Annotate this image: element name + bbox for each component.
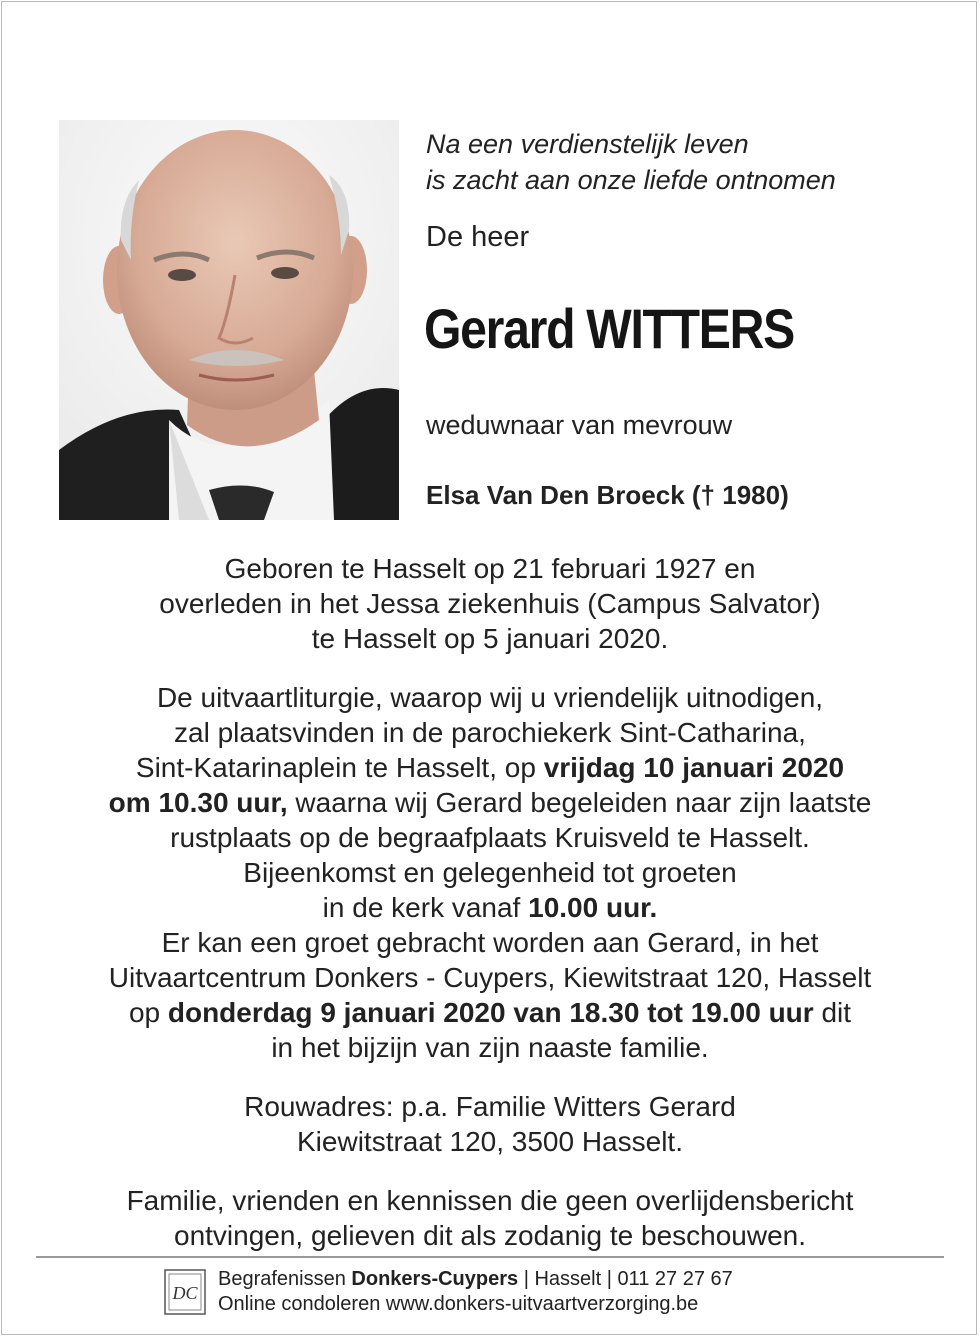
ceremony-paragraph <box>0 680 980 1065</box>
address-line-2: Kiewitstraat 120, 3500 Hasselt. <box>297 1126 683 1157</box>
ceremony-line-4-text: waarna wij Gerard begeleiden naar zijn laatste <box>287 787 872 818</box>
ceremony-line-7 <box>0 890 980 925</box>
ceremony-line-11: in het bijzijn van zijn naaste familie. <box>271 1032 709 1063</box>
spouse-name: Elsa Van Den Broeck († 1980) <box>426 480 789 510</box>
ceremony-line-1: De uitvaartliturgie, waarop wij u vriendelijk uitnodigen, <box>156 682 824 713</box>
ceremony-line-10-suffix: dit <box>813 997 852 1028</box>
address-line-1: Rouwadres: p.a. Familie Witters Gerard <box>244 1091 736 1122</box>
footer-line-1 <box>218 1267 733 1292</box>
birth-line-2: overleden in het Jessa ziekenhuis (Campus Salvator) <box>159 588 821 619</box>
ceremony-line-2: zal plaatsvinden in de parochiekerk Sint-Catharina, <box>174 717 806 748</box>
closing-line-1: Familie, vrienden en kennissen die geen overlijdensbericht <box>126 1185 854 1216</box>
deceased-name: Gerard WITTERS <box>424 297 794 360</box>
footer-contact: | Hasselt | 011 27 27 67 <box>518 1268 733 1290</box>
ceremony-line-7-text: in de kerk vanaf <box>322 892 529 923</box>
ceremony-line-10-prefix: op <box>128 997 168 1028</box>
ceremony-line-9: Uitvaartcentrum Donkers - Cuypers, Kiewitstraat 120, Hasselt <box>108 962 872 993</box>
funeral-date: vrijdag 10 januari 2020 <box>543 752 845 783</box>
funeral-time: om 10.30 uur, <box>108 787 288 818</box>
intro-line-1: Na een verdienstelijk leven <box>426 129 749 159</box>
ceremony-line-8: Er kan een groet gebracht worden aan Gerard, in het <box>161 927 819 958</box>
ceremony-line-3-text: Sint-Katarinaplein te Hasselt, op <box>135 752 544 783</box>
logo-letters: DC <box>172 1283 198 1303</box>
portrait-photo <box>59 120 399 520</box>
footer-line-2: Online condoleren www.donkers-uitvaartverzorging.be <box>218 1293 699 1315</box>
funeral-home-logo-icon <box>164 1269 206 1315</box>
birth-line-3: te Hasselt op 5 januari 2020. <box>311 623 669 654</box>
ceremony-line-6: Bijeenkomst en gelegenheid tot groeten <box>243 857 737 888</box>
ceremony-line-3 <box>0 750 980 785</box>
intro-line-2: is zacht aan onze liefde ontnomen <box>426 165 836 195</box>
closing-line-2: ontvingen, gelieven dit als zodanig te beschouwen. <box>174 1220 806 1251</box>
closing-paragraph <box>0 1183 980 1253</box>
birth-line-1: Geboren te Hasselt op 21 februari 1927 en <box>224 553 756 584</box>
mourning-address <box>0 1089 980 1159</box>
birth-death-paragraph <box>0 551 980 656</box>
company-name: Donkers-Cuypers <box>351 1268 519 1290</box>
visitation-datetime: donderdag 9 januari 2020 van 18.30 tot 19.00 uur <box>167 997 814 1028</box>
footer-text <box>218 1267 733 1317</box>
intro-text <box>426 126 836 198</box>
footer-prefix: Begrafenissen <box>218 1268 352 1290</box>
spouse-label: weduwnaar van mevrouw <box>426 410 733 440</box>
ceremony-line-5: rustplaats op de begraafplaats Kruisveld te Hasselt. <box>170 822 810 853</box>
ceremony-line-10 <box>0 995 980 1030</box>
gathering-time: 10.00 uur. <box>528 892 658 923</box>
ceremony-line-4 <box>0 785 980 820</box>
footer <box>164 1264 733 1320</box>
footer-divider <box>36 1256 944 1258</box>
title-prefix: De heer <box>426 221 530 253</box>
